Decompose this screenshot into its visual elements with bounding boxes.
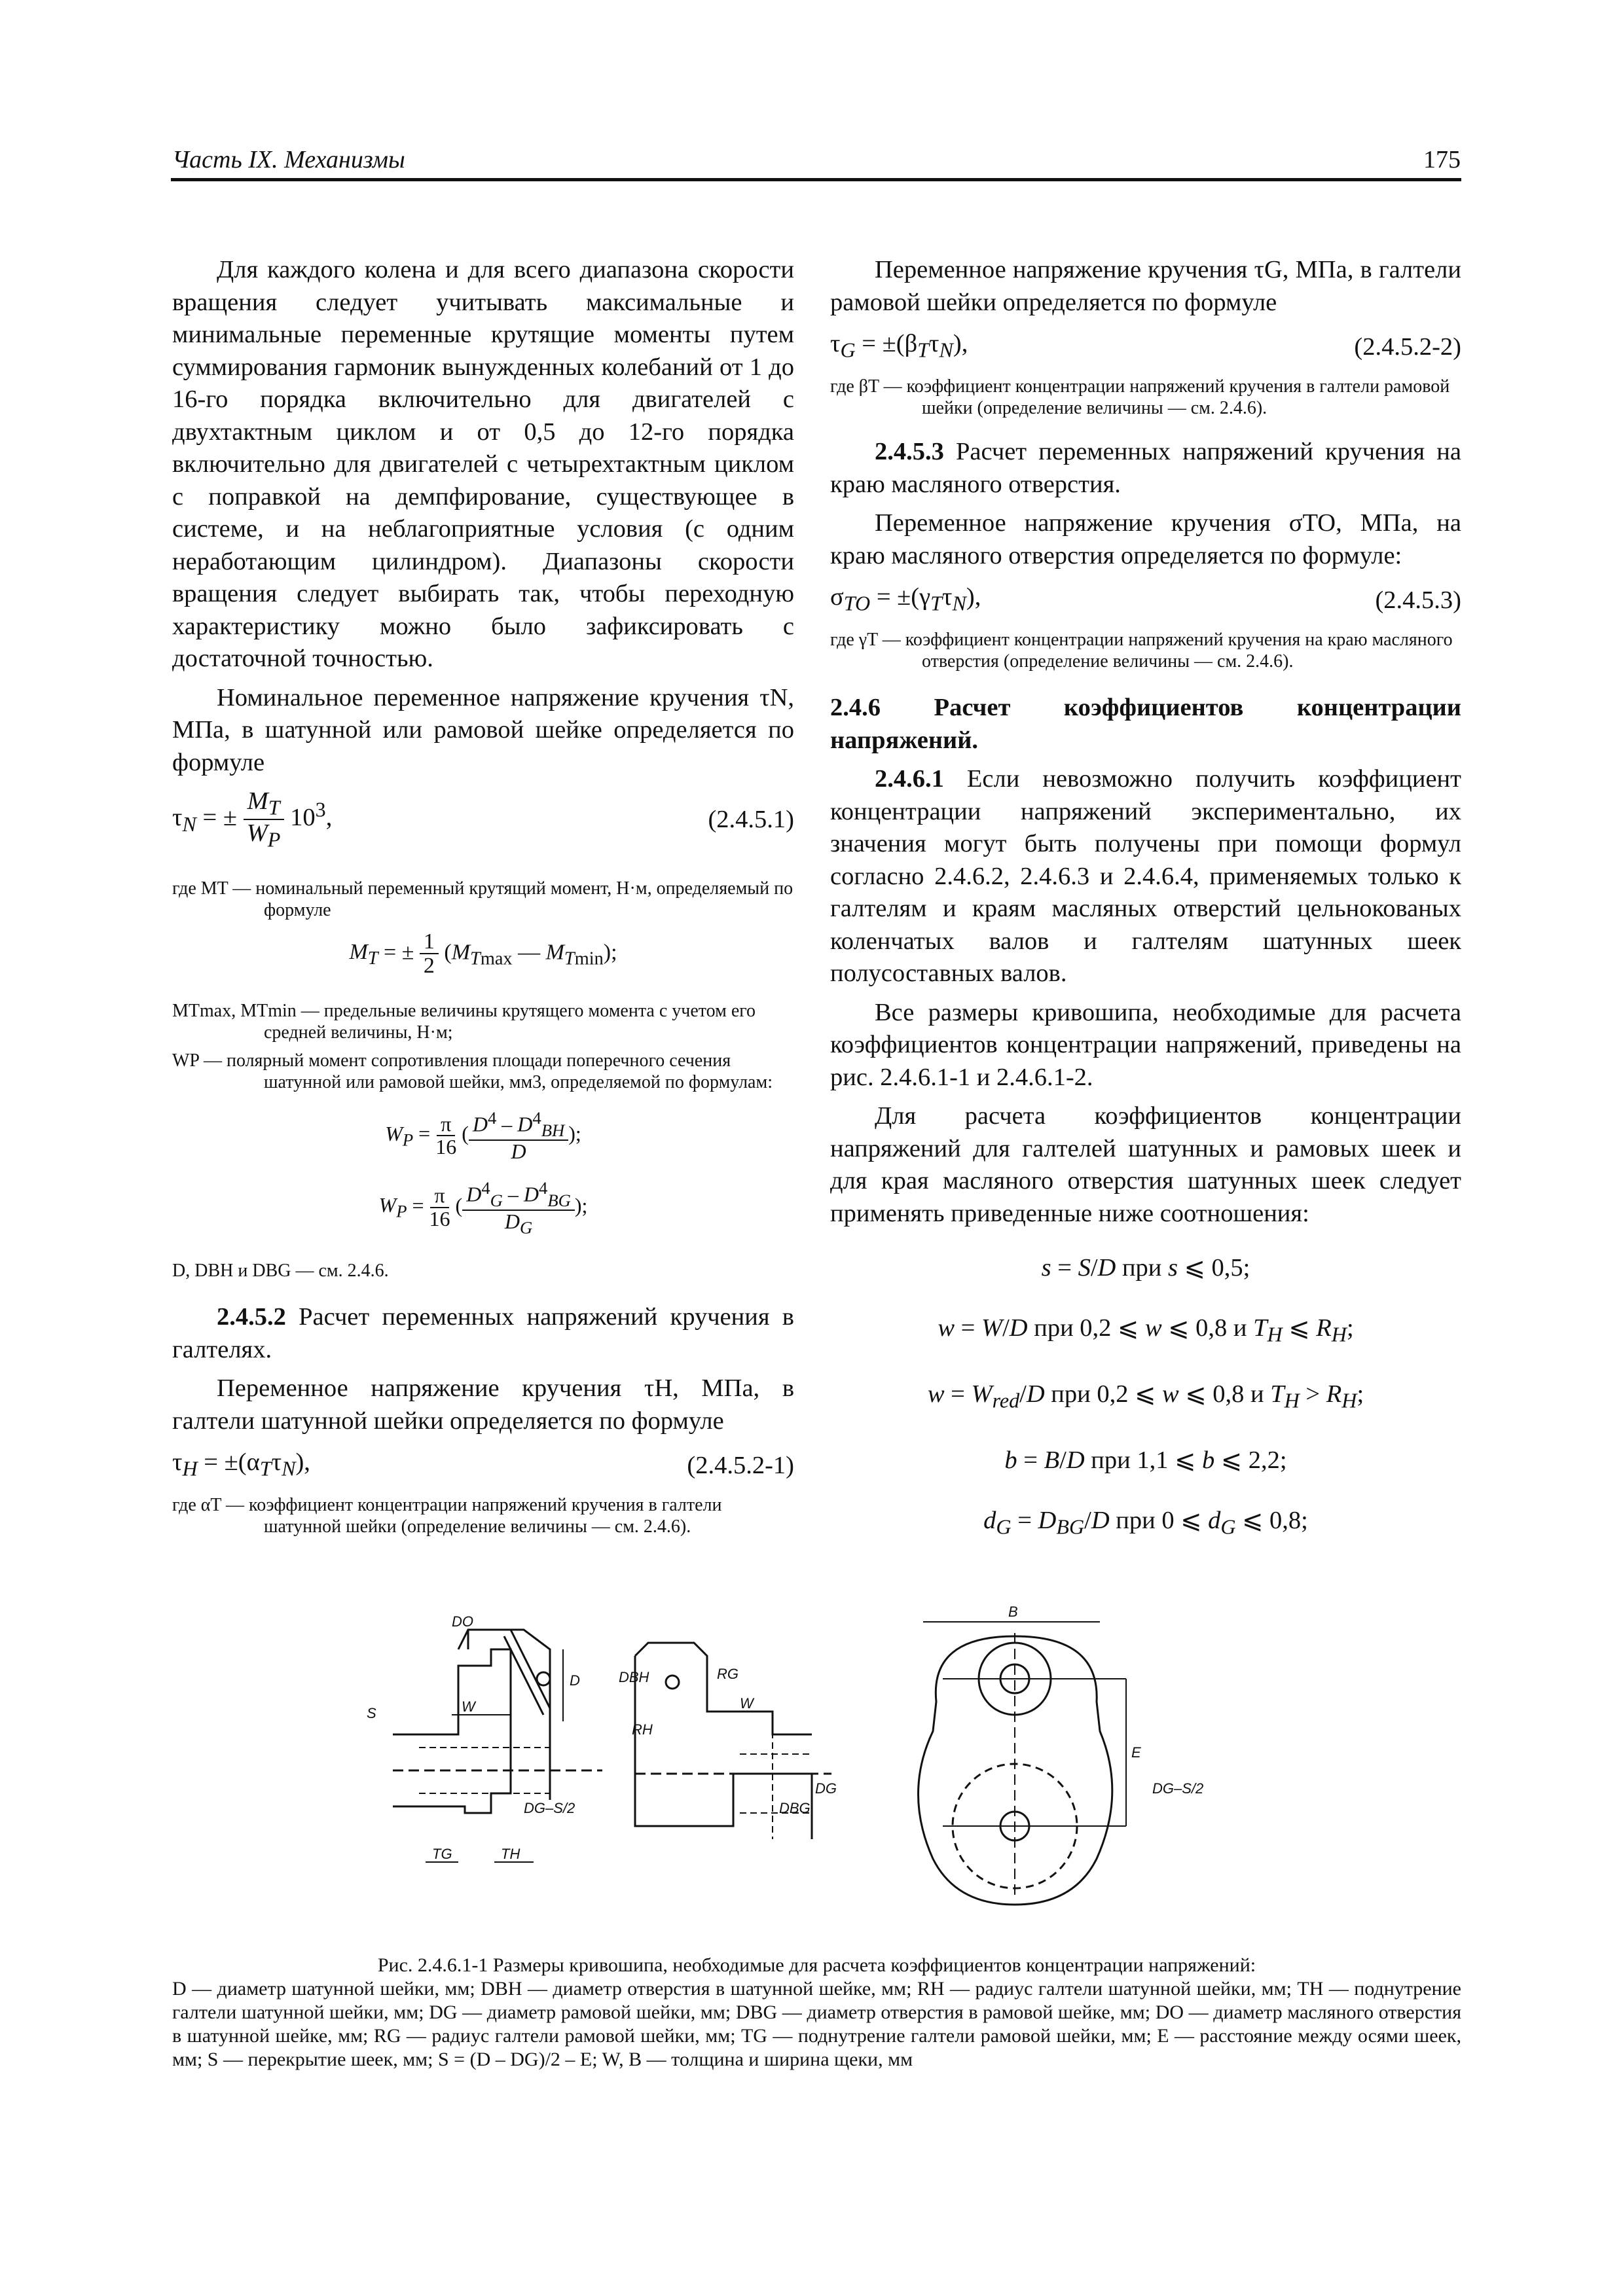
paragraph-crank-dims: Все размеры кривошипа, необходимые для расчета коэффициентов концентрации напряжений, приведены на рис. 2.4.6.1-1 и 2.4.6.1-2. xyxy=(830,998,1461,1091)
label-dbh: DBH xyxy=(619,1669,649,1685)
equation-number: (2.4.5.3) xyxy=(1375,586,1461,615)
formula-tau-g: $\tau_G = \pm(\beta_T\tau_N)$, xyxy=(830,330,968,362)
label-rh: RH xyxy=(632,1721,653,1738)
crank-dimensions-figure xyxy=(354,1604,1283,1924)
formula-wp-1: $W_P$ = $\frac{\pi}{16}$ ( $\frac{D^4 - D^4_{BH}}{D}$ ); xyxy=(385,1108,581,1164)
equation-number: (2.4.5.2-2) xyxy=(1354,332,1461,361)
paragraph-tau-h: Переменное напряжение кручения τH, МПа, в галтели шатунной шейки определяется по формуле xyxy=(172,1374,794,1435)
section-number: 2.4.5.3 xyxy=(875,438,944,466)
journal-outline xyxy=(635,1643,812,1734)
section-2-4-5-3 xyxy=(830,436,1461,501)
formula-wp-2: $W_P$ = $\frac{\pi}{16}$ ( $\frac{D^4_G - D^4_{BG}}{D_G}$ ); xyxy=(378,1177,588,1238)
figure-caption xyxy=(172,1954,1461,2072)
ratio-dg: $d_G = D_{BG}/D$ при 0 ⩽ $d_G$ ⩽ 0,8; xyxy=(983,1506,1308,1539)
equation-2-4-5-3 xyxy=(830,581,1461,620)
where-mt-limits: MTmax, MTmin — предельные величины крутящего момента с учетом его средней величины, Н·м; xyxy=(172,1001,756,1043)
label-dg: DG xyxy=(815,1780,837,1797)
label-s: S xyxy=(367,1705,376,1721)
label-dbg: DBG xyxy=(779,1800,811,1816)
header-rule xyxy=(171,178,1461,181)
where-wp: WP — полярный момент сопротивления площади поперечного сечения шатунной или рамовой шейки, мм3, определяемой по формулам: xyxy=(172,1050,773,1093)
section-number: 2.4.5.2 xyxy=(217,1303,286,1331)
web-front-view xyxy=(919,1604,1204,1905)
equation-2-4-5-2-1 xyxy=(172,1446,794,1485)
ratio-s: s = S/D при s ⩽ 0,5; xyxy=(1041,1254,1250,1282)
page-number: 175 xyxy=(1423,146,1461,173)
section-2-4-5-2 xyxy=(172,1301,794,1366)
formula-sigma-to: $\sigma_{TO} = \pm(\gamma_T\tau_N)$, xyxy=(830,583,981,615)
formula-tau-h: $\tau_H = \pm(\alpha_T\tau_N)$, xyxy=(172,1448,310,1480)
paragraph-ratios-intro: Для расчета коэффициентов концентрации напряжений для галтелей шатунных и рамовых шеек и для края масляного отверстия шатунных шеек следует применять приведенные ниже соотношения: xyxy=(830,1102,1461,1227)
ratio-w-1: w = W/D при 0,2 ⩽ w ⩽ 0,8 и $T_H$ ⩽ $R_H$; xyxy=(938,1314,1354,1346)
paragraph-sigma-to: Переменное напряжение кручения σTO, МПа, на краю масляного отверстия определяется по формуле: xyxy=(830,509,1461,569)
ratio-b: b = B/D при 1,1 ⩽ b ⩽ 2,2; xyxy=(1004,1446,1287,1475)
caption-title: Рис. 2.4.6.1-1 Размеры кривошипа, необходимые для расчета коэффициентов концентрации напряжений: xyxy=(377,1954,1256,1976)
equation-2-4-5-2-2 xyxy=(830,328,1461,367)
where-d: D, DBH и DBG — см. 2.4.6. xyxy=(172,1261,389,1282)
label-do: DO xyxy=(452,1613,473,1630)
section-number: 2.4.6.1 xyxy=(875,765,944,793)
section-title: Расчет переменных напряжений кручения на краю масляного отверстия. xyxy=(830,438,1461,498)
oil-channel xyxy=(511,1630,550,1708)
where-beta: где βT — коэффициент концентрации напряжений кручения в галтели рамовой шейки (определение величины — см. 2.4.6). xyxy=(830,376,1450,419)
where-alpha: где αT — коэффициент концентрации напряжений кручения в галтели шатунной шейки (определение величины — см. 2.4.6). xyxy=(172,1495,722,1537)
label-tg: TG xyxy=(432,1846,452,1862)
label-th: TH xyxy=(501,1846,520,1862)
where-gamma: где γT — коэффициент концентрации напряжений кручения на краю масляного отверстия (определение величины — см. 2.4.6). xyxy=(830,630,1453,672)
section-text: Если невозможно получить коэффициент концентрации напряжений экспериментально, их значения могут быть получены при помощи формул согласно 2.4.6.2, 2.4.6.3 и 2.4.6.4, применяемых только к галтелям и краям масляных отверстий цельнокованых коленчатых валов и галтелям шатунных шеек полусоставных валов. xyxy=(830,765,1461,988)
paragraph-harmonics: Для каждого колена и для всего диапазона скорости вращения следует учитывать максимальные и минимальные переменные крутящие моменты путем суммирования гармоник вынужденных колебаний от 1 до 16-го порядка включительно для двигателей с двухтактным циклом и от 0,5 до 12-го порядка включительно для двигателей с четырехтактным циклом с поправкой на демпфирование, существующее в системе, и на неблагоприятные условия (с одним неработающим цилиндром). Диапазоны скорости вращения следует выбирать так, чтобы переходную характеристику можно было зафиксировать с достаточной точностью. xyxy=(172,256,794,672)
equation-2-4-5-1 xyxy=(172,788,794,852)
paragraph-nominal-stress: Номинальное переменное напряжение кручения τN, МПа, в шатунной или рамовой шейке определяется по формуле xyxy=(172,683,794,776)
label-b: B xyxy=(1008,1604,1018,1620)
section-2-4-6-title: 2.4.6 Расчет коэффициентов концентрации напряжений. xyxy=(830,694,1461,754)
label-w: W xyxy=(462,1698,475,1715)
label-w-2: W xyxy=(740,1695,754,1712)
section-title: Расчет переменных напряжений кручения в галтелях. xyxy=(172,1303,794,1363)
running-header-title: Часть IX. Механизмы xyxy=(172,146,405,173)
equation-number: (2.4.5.1) xyxy=(708,805,794,833)
label-dg-s2-2: DG–S/2 xyxy=(1152,1780,1204,1797)
label-e: E xyxy=(1131,1744,1141,1761)
ratio-w-2: $w = W_{red}/D$ при 0,2 ⩽ w ⩽ 0,8 и $T_H > R_H$; xyxy=(927,1380,1364,1412)
label-rg: RG xyxy=(717,1666,739,1682)
web-outline xyxy=(393,1649,511,1813)
oil-hole-2 xyxy=(666,1676,679,1689)
section-2-4-6-1 xyxy=(830,763,1461,990)
crankpin-view xyxy=(367,1613,602,1862)
formula-tau-n: $\tau_N$ = ± $\frac{M_T}{W_P}$ $10^3$, xyxy=(172,787,333,852)
formula-mt: $M_T$ = ± $\frac{1}{2}$ ($M_{Tmax}$ — $M_{Tmin}$); xyxy=(349,929,617,978)
left-column xyxy=(172,254,794,1537)
where-mt: где MT — номинальный переменный крутящий момент, Н·м, определяемый по формуле xyxy=(172,878,793,920)
oil-hole xyxy=(537,1672,550,1685)
label-d: D xyxy=(570,1672,580,1689)
web-contour xyxy=(919,1636,1112,1905)
right-column xyxy=(830,254,1461,1552)
label-dg-s2: DG–S/2 xyxy=(524,1800,575,1816)
equation-number: (2.4.5.2-1) xyxy=(687,1452,794,1480)
caption-description: D — диаметр шатунной шейки, мм; DBH — диаметр отверстия в шатунной шейке, мм; RH — радиус галтели шатунной шейки, мм; TH — поднутрение галтели шатунной шейки, мм; DG — диаметр рамовой шейки, мм; DBG — диаметр отверстия в рамовой шейке, мм; DO — диаметр масляного отверстия в шатунной шейке, мм; RG — радиус галтели рамовой шейки, мм; TG — поднутрение галтели рамовой шейки, мм; E — расстояние между осями шеек, мм; S — перекрытие шеек, мм; S = (D – DG)/2 – E; W, B — толщина и ширина щеки, мм xyxy=(172,1978,1461,2070)
main-journal-view xyxy=(619,1643,837,1839)
paragraph-tau-g: Переменное напряжение кручения τG, МПа, в галтели рамовой шейки определяется по формуле xyxy=(830,256,1461,316)
